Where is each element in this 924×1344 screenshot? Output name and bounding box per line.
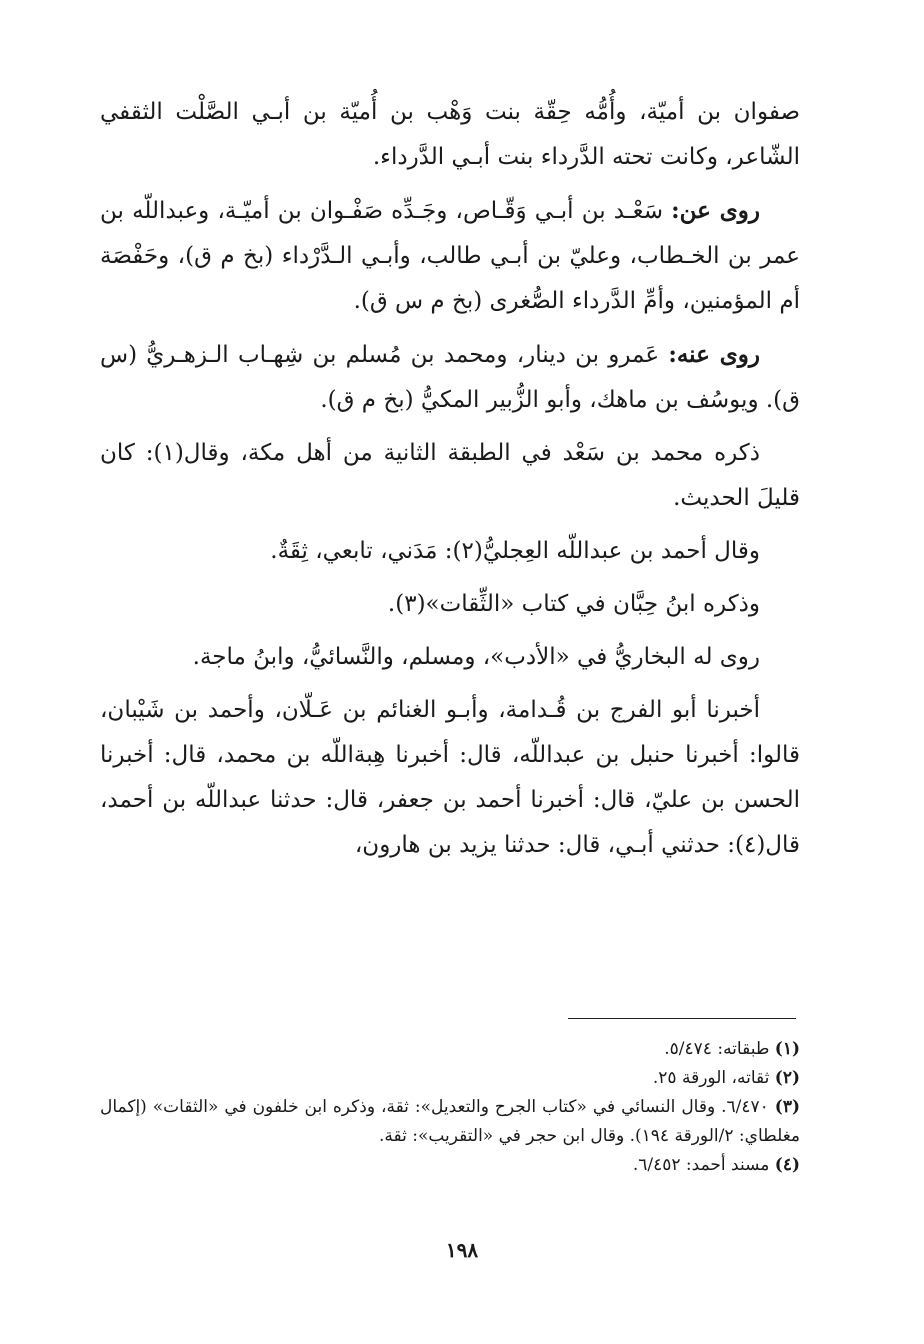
paragraph-text: صفوان بن أميّة، وأُمُّه حِقّة بنت وَهْب بن أُميّة بن أبـي الصَّلْت الثقفي الشّاعر، وكانت تحته الدَّرداء بنت أبـي الدَّرداء. [100, 99, 800, 170]
footnote-text: ٦/٤٧٠. وقال النسائي في «كتاب الجرح والتعديل»: ثقة، وذكره ابن خلفون في «الثقات» (إكمال مغلطاي: ٢/الورقة ١٩٤). وقال ابن حجر في «التقريب»: ثقة. [100, 1097, 800, 1146]
footnote-text: ثقاته، الورقة ٢٥. [652, 1068, 770, 1088]
footnote-text: طبقاته: ٥/٤٧٤. [664, 1039, 770, 1059]
paragraph-lead: روى عنه: [668, 341, 761, 368]
paragraph-text: ذكره محمد بن سَعْد في الطبقة الثانية من أهل مكة، وقال(١): كان قليلَ الحديث. [100, 440, 800, 511]
footnote-text: مسند أحمد: ٦/٤٥٢. [632, 1155, 770, 1175]
footnote-number: (٣) [774, 1097, 800, 1117]
paragraph-ibn-saad [100, 431, 800, 521]
paragraph-ijli [100, 529, 800, 574]
paragraph-ibn-hibban [100, 582, 800, 627]
footnote-number: (١) [774, 1039, 800, 1059]
main-text [100, 90, 800, 868]
paragraph-lead: روى عن: [671, 197, 760, 224]
paragraph-text: وقال أحمد بن عبداللّه العِجليُّ(٢): مَدَني، تابعي، ثِقَةٌ. [270, 538, 760, 564]
footnote-4 [100, 1151, 800, 1180]
page-number: ١٩٨ [445, 1238, 479, 1262]
footnote-number: (٢) [774, 1068, 800, 1088]
footnote-number: (٤) [774, 1155, 800, 1175]
paragraph-text: عَمرو بن دينار، ومحمد بن مُسلم بن شِهـاب الـزهـريُّ (س ق). ويوسُف بن ماهك، وأبو الزُّبير المكيُّ (بخ م ق). [100, 342, 800, 413]
paragraph-lineage [100, 90, 800, 180]
paragraph-text: أخبرنا أبو الفرج بن قُـدامة، وأبـو الغنائم بن عَـلّان، وأحمد بن شَيْبان، قالوا: أخبرنا حنبل بن عبداللّه، قال: أخبرنا هِبةاللّه بن محمد، قال: أخبرنا الحسن بن عليّ، قال: أخبرنا أحمد بن جعفر، قال: حدثنا عبداللّه بن أحمد، قال(٤): حدثني أبـي، قال: حدثنا يزيد بن هارون، [100, 697, 800, 858]
footnote-2 [100, 1064, 800, 1093]
footnote-3 [100, 1093, 800, 1151]
paragraph-narrators [100, 635, 800, 680]
paragraph-text: سَعْـد بن أبـي وَقّـاص، وجَـدِّه صَفْـوان بن أميّـة، وعبداللّه بن عمر بن الخـطاب، وعليّ بن أبـي طالب، وأبـي الـدَّرْداء (بخ م ق)، وحَفْصَة أم المؤمنين، وأمِّ الدَّرداء الصُّغرى (بخ م س ق). [100, 198, 800, 314]
paragraph-text: روى له البخاريُّ في «الأدب»، ومسلم، والنَّسائيُّ، وابنُ ماجة. [192, 644, 760, 670]
footnotes [100, 1035, 800, 1180]
paragraph-narrated-from [100, 188, 800, 324]
footnote-1 [100, 1035, 800, 1064]
paragraph-narrated-by [100, 332, 800, 423]
paragraph-isnad [100, 688, 800, 868]
paragraph-text: وذكره ابنُ حِبَّان في كتاب «الثِّقات»(٣). [387, 591, 760, 617]
footnote-separator [568, 1018, 796, 1019]
